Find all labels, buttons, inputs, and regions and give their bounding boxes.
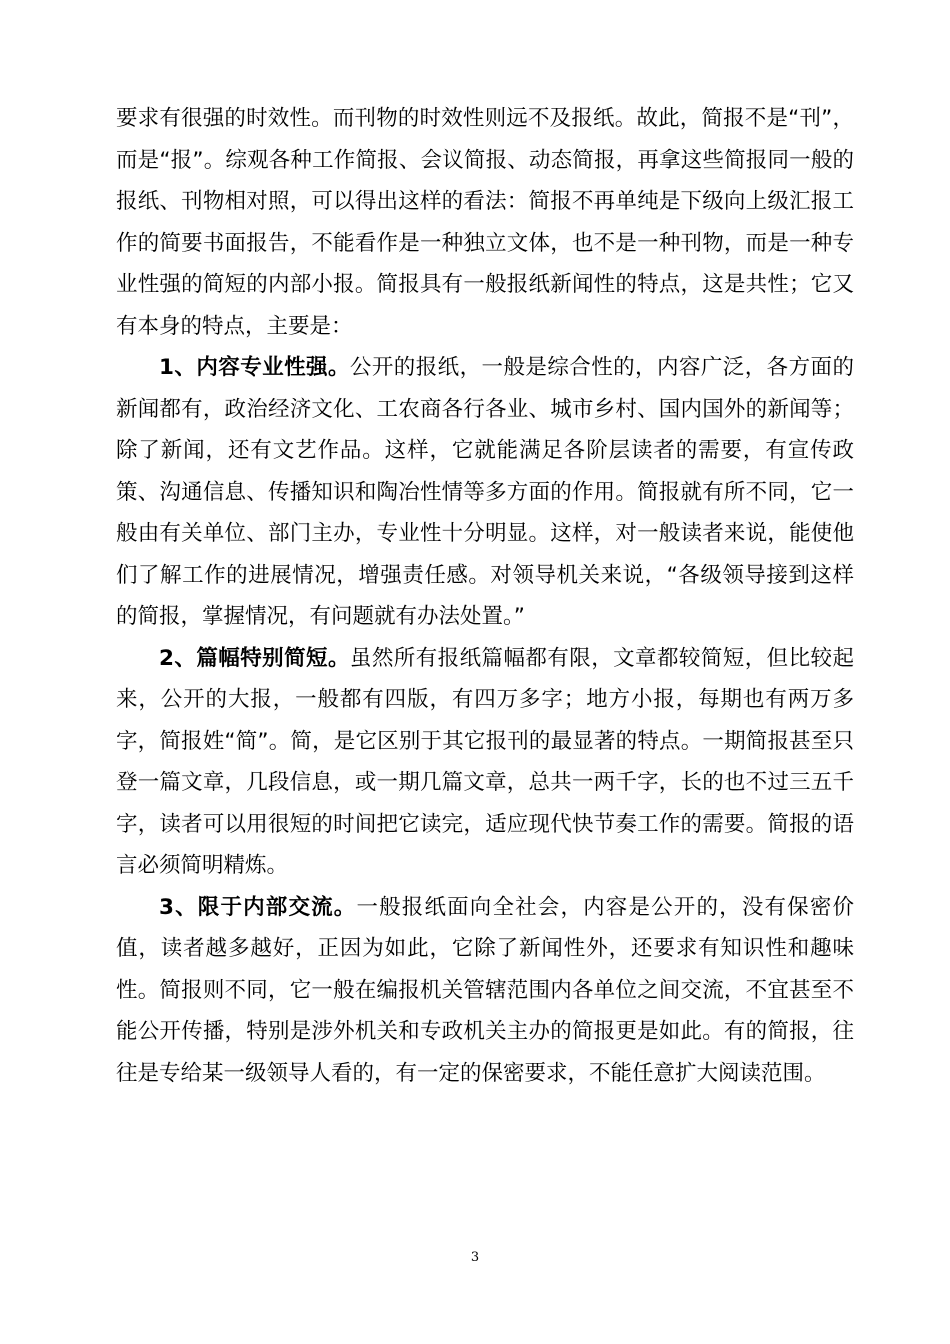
section-body-2: 虽然所有报纸篇幅都有限，文章都较简短，但比较起来，公开的大报，一般都有四版，有四万多字；地方小报，每期也有两万多字，简报姓“简”。简，是它区别于其它报刊的最显著的特点。一期简报甚至只登一篇文章，几段信息，或一期几篇文章，总共一两千字，长的也不过三五千字，读者可以用很短的时间把它读完，适应现代快节奏工作的需要。简报的语言必须简明精炼。	[116, 645, 854, 878]
section-body-3: 一般报纸面向全社会，内容是公开的，没有保密价值，读者越多越好，正因为如此，它除了新闻性外，还要求有知识性和趣味性。简报则不同，它一般在编报机关管辖范围内各单位之间交流，不宜甚至不能公开传播，特别是涉外机关和专政机关主办的简报更是如此。有的简报，往往是专给某一级领导人看的，有一定的保密要求，不能任意扩大阅读范围。	[116, 894, 854, 1086]
section-paragraph-3	[116, 887, 854, 1095]
section-heading-3: 3、限于内部交流。	[159, 894, 357, 920]
document-body	[116, 98, 854, 1094]
intro-paragraph: 要求有很强的时效性。而刊物的时效性则远不及报纸。故此，简报不是“刊”，而是“报”。综观各种工作简报、会议简报、动态简报，再拿这些简报同一般的报纸、刊物相对照，可以得出这样的看法：简报不再单纯是下级向上级汇报工作的简要书面报告，不能看作是一种独立文体，也不是一种刊物，而是一种专业性强的简短的内部小报。简报具有一般报纸新闻性的特点，这是共性；它又有本身的特点，主要是：	[116, 106, 854, 339]
page-number: 3	[470, 1250, 480, 1265]
section-paragraph-2	[116, 638, 854, 887]
section-heading-2: 2、篇幅特别简短。	[159, 645, 350, 671]
section-body-1: 公开的报纸，一般是综合性的，内容广泛，各方面的新闻都有，政治经济文化、工农商各行各业、城市乡村、国内国外的新闻等；除了新闻，还有文艺作品。这样，它就能满足各阶层读者的需要，有宣传政策、沟通信息、传播知识和陶冶性情等多方面的作用。简报就有所不同，它一般由有关单位、部门主办，专业性十分明显。这样，对一般读者来说，能使他们了解工作的进展情况，增强责任感。对领导机关来说，“各级领导接到这样的简报，掌握情况，有问题就有办法处置。”	[116, 355, 854, 629]
section-heading-1: 1、内容专业性强。	[159, 355, 350, 380]
section-paragraph-1	[116, 347, 854, 638]
